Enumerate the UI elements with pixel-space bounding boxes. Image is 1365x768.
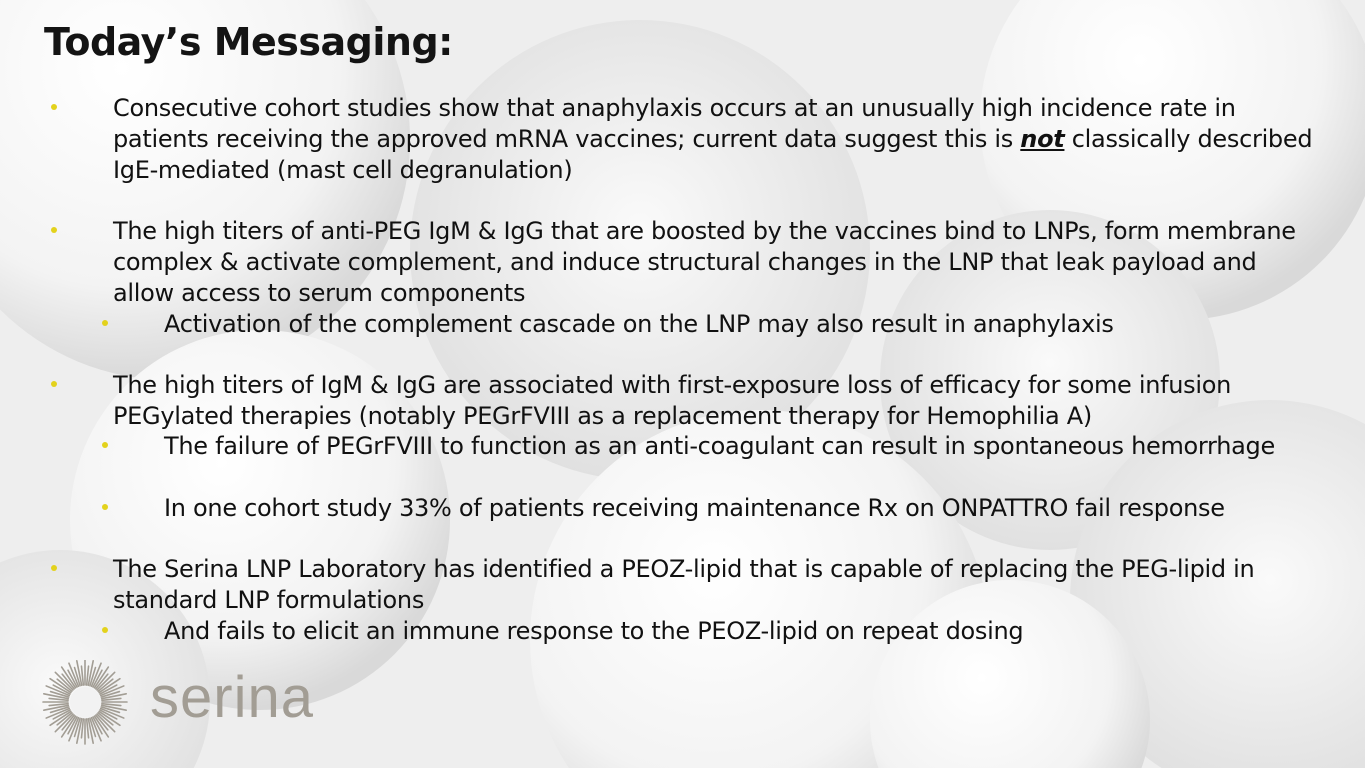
bullet-text: classically described IgE-mediated (mast cell degranulation) [113, 125, 1313, 184]
bullet-dot [51, 381, 57, 387]
bullet-item-2 [113, 216, 1313, 309]
bullet-dot [102, 320, 108, 326]
sub-bullet-item [164, 493, 1304, 524]
brand-name: serina [150, 665, 314, 730]
bullet-dot [102, 504, 108, 510]
bullet-item-4 [113, 554, 1313, 616]
bullet-text: The Serina LNP Laboratory has identified a PEOZ-lipid that is capable of replacing the PEG-lipid in standard LNP formulations [113, 555, 1255, 614]
sub-bullet-item [164, 616, 1304, 647]
bullet-text: The high titers of IgM & IgG are associated with first-exposure loss of efficacy for some infusion PEGylated therapies (notably PEGrFVIII as a replacement therapy for Hemophilia A) [113, 371, 1232, 430]
sub-bullet-text: The failure of PEGrFVIII to function as an anti-coagulant can result in spontaneous hemorrhage [164, 432, 1275, 460]
sub-bullet-item [164, 309, 1304, 340]
bullet-dot [102, 627, 108, 633]
bullet-dot [51, 565, 57, 571]
bullet-dot [102, 442, 108, 448]
bullet-dot [51, 104, 57, 110]
sub-bullet-text: And fails to elicit an immune response to the PEOZ-lipid on repeat dosing [164, 617, 1024, 645]
bullet-text: Consecutive cohort studies show that anaphylaxis occurs at an unusually high incidence rate in patients receiving the approved mRNA vaccines; current data suggest this is [113, 94, 1236, 153]
bullet-item-1 [113, 93, 1313, 186]
bullet-text: The high titers of anti-PEG IgM & IgG that are boosted by the vaccines bind to LNPs, form membrane complex & activate complement, and induce structural changes in the LNP that leak payload and allow access to serum components [113, 217, 1296, 307]
sub-bullet-text: In one cohort study 33% of patients receiving maintenance Rx on ONPATTRO fail response [164, 494, 1225, 522]
emphasis-text: not [1020, 125, 1065, 153]
sub-bullet-text: Activation of the complement cascade on the LNP may also result in anaphylaxis [164, 310, 1114, 338]
bullet-item-3 [113, 370, 1313, 432]
sub-bullet-item [164, 431, 1304, 462]
bullet-dot [51, 227, 57, 233]
slide-title: Today’s Messaging: [44, 20, 453, 64]
